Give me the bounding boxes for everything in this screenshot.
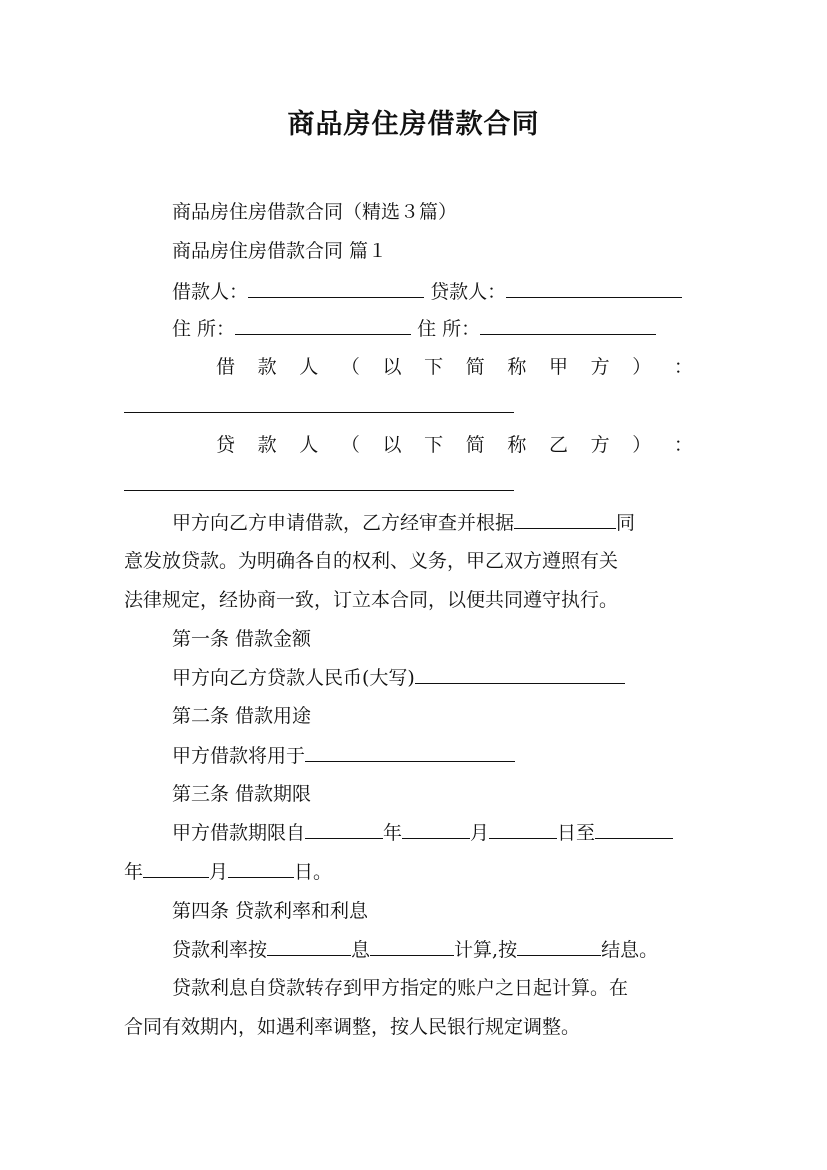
article-1-label: 甲方向乙方贷款人民币(大写) bbox=[172, 667, 415, 689]
day-to-label: 日至 bbox=[557, 822, 596, 844]
article-2-text bbox=[172, 743, 515, 768]
article-3-line-2 bbox=[124, 859, 332, 884]
preamble-text: 甲方向乙方申请借款，乙方经审查并根据 bbox=[172, 512, 515, 534]
party-b-char: 简 bbox=[465, 434, 485, 456]
party-a-char: 下 bbox=[424, 356, 444, 378]
party-a-char: 借 bbox=[216, 356, 236, 378]
borrower-address-blank bbox=[235, 316, 411, 335]
rate-label: 贷款利率按 bbox=[172, 939, 268, 961]
article-2-heading: 第二条 借款用途 bbox=[172, 705, 312, 727]
preamble-line-1 bbox=[172, 510, 635, 535]
document-title: 商品房住房借款合同 bbox=[287, 109, 540, 140]
party-b-char: 款 bbox=[257, 434, 277, 456]
document-subtitle: 商品房住房借款合同（精选３篇） bbox=[172, 201, 458, 223]
start-year-blank bbox=[305, 820, 383, 839]
month-label: 月 bbox=[470, 822, 490, 844]
year-label: 年 bbox=[124, 861, 144, 883]
start-day-blank bbox=[489, 820, 557, 839]
preamble-line-3: 法律规定，经协商一致，订立本合同，以便共同遵守执行。 bbox=[124, 589, 619, 611]
party-a-char: 款 bbox=[257, 356, 277, 378]
party-b-char: 称 bbox=[507, 434, 527, 456]
party-b-char: ） bbox=[632, 434, 652, 456]
basis-blank bbox=[514, 510, 616, 529]
party-a-blank bbox=[124, 412, 514, 413]
rate-calc-blank bbox=[370, 937, 454, 956]
lender-address-label: 住 所： bbox=[417, 318, 481, 340]
party-a-char: （ bbox=[340, 356, 360, 378]
preamble-line-2: 意发放贷款。为明确各自的权利、义务，甲乙双方遵照有关 bbox=[124, 550, 619, 572]
lender-label: 贷款人： bbox=[430, 281, 507, 303]
party-a-char: 方 bbox=[590, 356, 610, 378]
year-label: 年 bbox=[383, 822, 403, 844]
party-a-line bbox=[216, 355, 693, 379]
rate-calc-label: 计算,按 bbox=[454, 939, 518, 961]
end-month-blank bbox=[143, 859, 209, 878]
rate-end-label: 结息。 bbox=[601, 939, 659, 961]
article-3-line-1 bbox=[172, 820, 673, 845]
party-a-char: 甲 bbox=[549, 356, 569, 378]
party-b-char: ： bbox=[673, 434, 693, 456]
article-4-interest-line-1: 贷款利息自贷款转存到甲方指定的账户之日起计算。在 bbox=[172, 977, 629, 999]
article-3-heading: 第三条 借款期限 bbox=[172, 783, 312, 805]
article-1-text bbox=[172, 665, 625, 690]
article-4-interest-line-2: 合同有效期内，如遇利率调整，按人民银行规定调整。 bbox=[124, 1016, 581, 1038]
article-2-label: 甲方借款将用于 bbox=[172, 745, 306, 767]
party-b-blank bbox=[124, 490, 514, 491]
end-day-blank bbox=[228, 859, 294, 878]
loan-amount-blank bbox=[415, 665, 625, 684]
party-b-char: 下 bbox=[424, 434, 444, 456]
party-b-char: 乙 bbox=[549, 434, 569, 456]
party-a-char: 以 bbox=[382, 356, 402, 378]
end-year-blank bbox=[595, 820, 673, 839]
borrower-label: 借款人： bbox=[172, 281, 249, 303]
borrower-blank bbox=[248, 279, 424, 298]
article-1-heading: 第一条 借款金额 bbox=[172, 628, 312, 650]
party-a-char: ） bbox=[632, 356, 652, 378]
party-b-char: 贷 bbox=[216, 434, 236, 456]
address-row bbox=[172, 316, 656, 341]
party-a-char: 称 bbox=[507, 356, 527, 378]
rate-blank bbox=[267, 937, 351, 956]
rate-mid-label: 息 bbox=[351, 939, 371, 961]
party-b-char: 以 bbox=[382, 434, 402, 456]
settlement-blank bbox=[517, 937, 601, 956]
parties-row bbox=[172, 279, 682, 304]
party-b-char: （ bbox=[340, 434, 360, 456]
party-b-line bbox=[216, 433, 693, 457]
party-b-char: 方 bbox=[590, 434, 610, 456]
preamble-text: 同 bbox=[616, 512, 636, 534]
article-4-rate-line bbox=[172, 937, 658, 962]
lender-address-blank bbox=[480, 316, 656, 335]
party-a-char: ： bbox=[673, 356, 693, 378]
term-label: 甲方借款期限自 bbox=[172, 822, 306, 844]
month-label: 月 bbox=[209, 861, 229, 883]
party-b-char: 人 bbox=[299, 434, 319, 456]
section-heading: 商品房住房借款合同 篇１ bbox=[172, 240, 388, 262]
lender-blank bbox=[506, 279, 682, 298]
loan-purpose-blank bbox=[305, 743, 515, 762]
article-4-heading: 第四条 贷款利率和利息 bbox=[172, 900, 369, 922]
borrower-address-label: 住 所： bbox=[172, 318, 236, 340]
day-label: 日。 bbox=[294, 861, 333, 883]
party-a-char: 人 bbox=[299, 356, 319, 378]
start-month-blank bbox=[402, 820, 470, 839]
party-a-char: 简 bbox=[465, 356, 485, 378]
